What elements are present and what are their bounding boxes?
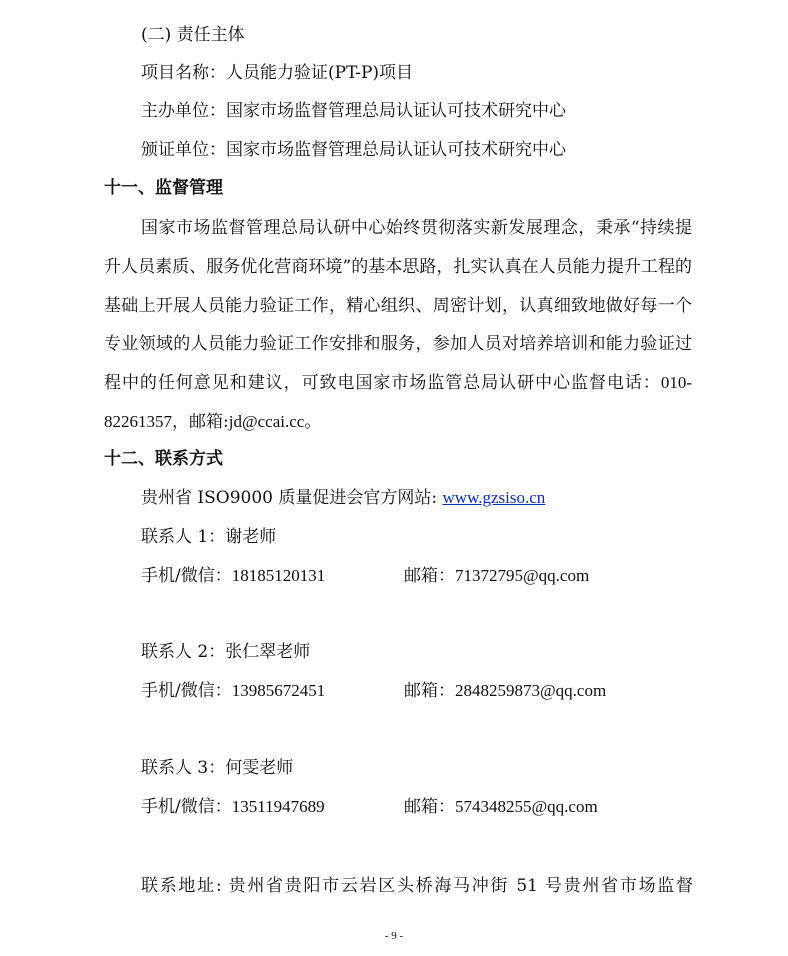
- supervision-email-label: ，邮箱:: [172, 411, 229, 432]
- contact-2-email: 2848259873@qq.com: [455, 681, 607, 700]
- project-name-label: 项目名称：: [141, 63, 226, 83]
- contact-address: 联系地址: 贵州省贵阳市云岩区头桥海马冲街 51 号贵州省市场监督: [141, 876, 693, 896]
- contact-3-details: [141, 796, 701, 818]
- website-link[interactable]: www.gzsiso.cn: [442, 488, 546, 507]
- page-number: - 9 -: [384, 930, 404, 942]
- project-name-line: [141, 62, 413, 84]
- supervision-paragraph: [104, 209, 692, 442]
- contact-3-email-group: [404, 796, 598, 818]
- website-line: [141, 487, 545, 509]
- supervision-text: 国家市场监督管理总局认研中心始终贯彻落实新发展理念，秉承“持续提升人员素质、服务优化营商环境”的基本思路，扎实认真在人员能力提升工程的基础上开展人员能力验证工作，精心组织、周密计划，认真细致地做好每一个专业领域的人员能力验证工作安排和服务，参加人员对培养培训和能力验证过程中的任何意见和建议，可致电国家市场监管总局认研中心监督电话：: [104, 218, 692, 394]
- issuer-unit-value: 国家市场监督管理总局认证认可技术研究中心: [226, 140, 566, 160]
- contact-2-phone-label: 手机/微信：: [141, 681, 232, 701]
- contact-2-name: 联系人 2：张仁翠老师: [141, 642, 311, 662]
- subsection-title: (二) 责任主体: [141, 25, 245, 45]
- contact-2-details: [141, 680, 701, 702]
- contact-3-phone: 13511947689: [231, 797, 325, 816]
- contact-1-phone-label: 手机/微信：: [141, 566, 232, 586]
- contact-3-name: 联系人 3：何雯老师: [141, 758, 294, 778]
- website-label: 贵州省 ISO9000 质量促进会官方网站:: [141, 488, 443, 508]
- supervision-email: jd@ccai.cc: [228, 411, 305, 431]
- contact-3-email-label: 邮箱：: [404, 797, 455, 817]
- issuer-unit-label: 颁证单位：: [141, 140, 226, 160]
- section-heading-supervision: 十一、监督管理: [104, 178, 223, 198]
- project-name-value: 人员能力验证(PT-P)项目: [226, 63, 414, 83]
- contact-1-email-group: [404, 565, 589, 587]
- contact-1-details: [141, 565, 701, 587]
- host-unit-label: 主办单位：: [141, 101, 226, 121]
- supervision-phone: 010-82261357: [104, 373, 692, 431]
- contact-3-phone-label: 手机/微信：: [141, 797, 232, 817]
- contact-1-name: 联系人 1：谢老师: [141, 527, 277, 547]
- contact-3-email: 574348255@qq.com: [455, 797, 598, 816]
- contact-1-phone: 18185120131: [231, 566, 326, 585]
- contact-2-email-label: 邮箱：: [404, 681, 455, 701]
- contact-1-email-label: 邮箱：: [404, 566, 455, 586]
- issuer-unit-line: [141, 139, 566, 161]
- supervision-end: 。: [304, 411, 322, 432]
- host-unit-value: 国家市场监督管理总局认证认可技术研究中心: [226, 101, 566, 121]
- contact-2-phone: 13985672451: [231, 681, 326, 700]
- contact-2-email-group: [404, 680, 606, 702]
- section-heading-contact: 十二、联系方式: [104, 449, 223, 469]
- host-unit-line: [141, 100, 566, 122]
- contact-1-email: 71372795@qq.com: [455, 566, 590, 585]
